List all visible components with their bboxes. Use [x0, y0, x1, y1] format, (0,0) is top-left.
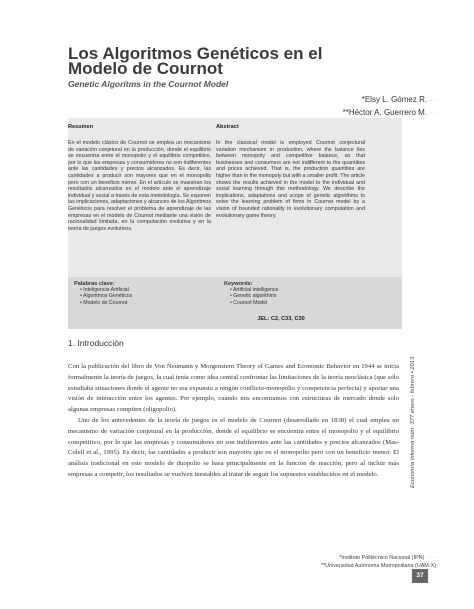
author-1-name: *Elsy L. Gómez R.	[361, 95, 428, 104]
resumen-column	[68, 124, 211, 232]
keyword-item: • Genetic algorithms	[230, 293, 279, 299]
keyword-item: • Cournot Model	[230, 300, 279, 306]
keyword-item: • Inteligencia Artificial	[80, 287, 132, 293]
bullet-dots-icon: ◦ ◦	[430, 98, 436, 104]
bullet-dots-icon: ◦ ◦	[430, 111, 436, 117]
abstract-heading: Abstract	[216, 124, 239, 130]
abstract-column	[216, 124, 365, 219]
author-2-name: **Héctor A. Guerrero M.	[342, 108, 428, 117]
abstract-text: In the classical model is employed Cournot conjectural variation mechanism in production, where the balance lies between monopoly and competitive balance, so that businesses and consumers are not indifferent to the quantities and prices achieved. That is, the production quantities are higher than in the monopoly but with a smaller profit. The article shows the results achieved in the model to the individual and social learning through this methodology. We describe the implications, adaptations and scope of genetic algorithms to solve the learning problem of firms in Cournot model by a vision of bounded rationality in evolutionary computation and evolutionary game theory.	[216, 140, 365, 219]
keyword-item: • Artificial intelligence	[230, 287, 279, 293]
article-title: Los Algoritmos Genéticos en el Modelo de Cournot	[68, 44, 323, 78]
footnotes	[321, 554, 436, 570]
keywords-en-heading: Keywords:	[224, 281, 253, 287]
section-heading: 1. Introducción	[68, 338, 124, 348]
footnote-1	[321, 554, 436, 562]
page-number: 37	[412, 569, 428, 583]
keyword-item: • Modelo de Cournot	[80, 300, 132, 306]
paragraph: Uno de los antecedentes de la teoría de juegos es el modelo de Cournot (desarrollado en 1838) el cual emplea un mecanismo de variación conjetural en la producción, donde el equilibrio se encuentra entre el monopolio y el equilibrio competitivo, por lo que las empresas y consumidores no son indiferentes ante las cantidades y precios alcanzados (Mas-Colell et al., 1995). Es decir, las cantidades a producir son mayores que en el monopolio pero con un beneficio menor. El análisis tradicional en este modelo de duopolio se basa principalmente en la función de reacción, pero al incluir más empresas a competir, los resultados se vuelven inestables al tratar de seguir los supuestos establecidos en el modelo.	[68, 416, 399, 478]
keywords-spanish	[74, 281, 132, 306]
body-text	[68, 362, 399, 481]
authors	[343, 94, 436, 120]
footnote-1-text: *Instituto Politécnico Nacional (IPN)	[339, 555, 425, 561]
footnote-2-text: **Universidad Autónoma Metropolitana (UAM-X)	[320, 563, 436, 569]
journal-side-label: Economía Informa núm. 377 enero - febrero • 2013	[410, 356, 416, 488]
resumen-text: En el modelo clásico de Cournot se emplea un mecanismo de variación conjetural en la producción, donde el equilibrio se encuentra entre el monopolio y el equilibrio competitivo, por lo que las empresas y consumidores no son indiferentes ante las cantidades y precios alcanzados. Es decir, las cantidades a producir son mayores que en el monopolio pero con un beneficio menor. En el artículo se muestran los resultados alcanzados en el modelo ante el aprendizaje individual y social a través de esta metodología. Se exponen las implicaciones, adaptaciones y alcances de los Algoritmos Genéticos para resolver el problema de aprendizaje de las empresas en el modelo de Cournot mediante una visión de racionalidad limitada, en la computación evolutiva y en la teoría de juegos evolutivos.	[68, 140, 211, 232]
jel-codes: JEL: C2, C33, C30	[257, 316, 305, 322]
article-subtitle: Genetic Algoritms in the Cournot Model	[68, 79, 229, 89]
keywords-es-heading: Palabras clave:	[74, 281, 115, 287]
keywords-english	[224, 281, 279, 306]
author-1	[343, 94, 436, 107]
bullet-dots-icon: ◦ ◦ ◦	[427, 555, 436, 561]
keyword-item: • Algoritmos Genéticos	[80, 293, 132, 299]
resumen-heading: Resumen	[68, 124, 94, 130]
paragraph: Con la publicación del libro de Von Neumann y Morgenstern Theory of Games and Economic Behavior en 1944 se inicia formalmente la teoría de juegos, la cual tenía como idea central confrontar las limitaciones de la teoría neoclásica (que sólo estudiaba situaciones donde el agente no era expuesto a ningún conflicto-monopolio y competencia perfecta) y aportar una visión de interacción entre los agentes. Por ejemplo, cuando nos encontramos con estructuras de mercado donde solo algunas empresas compiten (oligopolio).	[68, 363, 399, 414]
